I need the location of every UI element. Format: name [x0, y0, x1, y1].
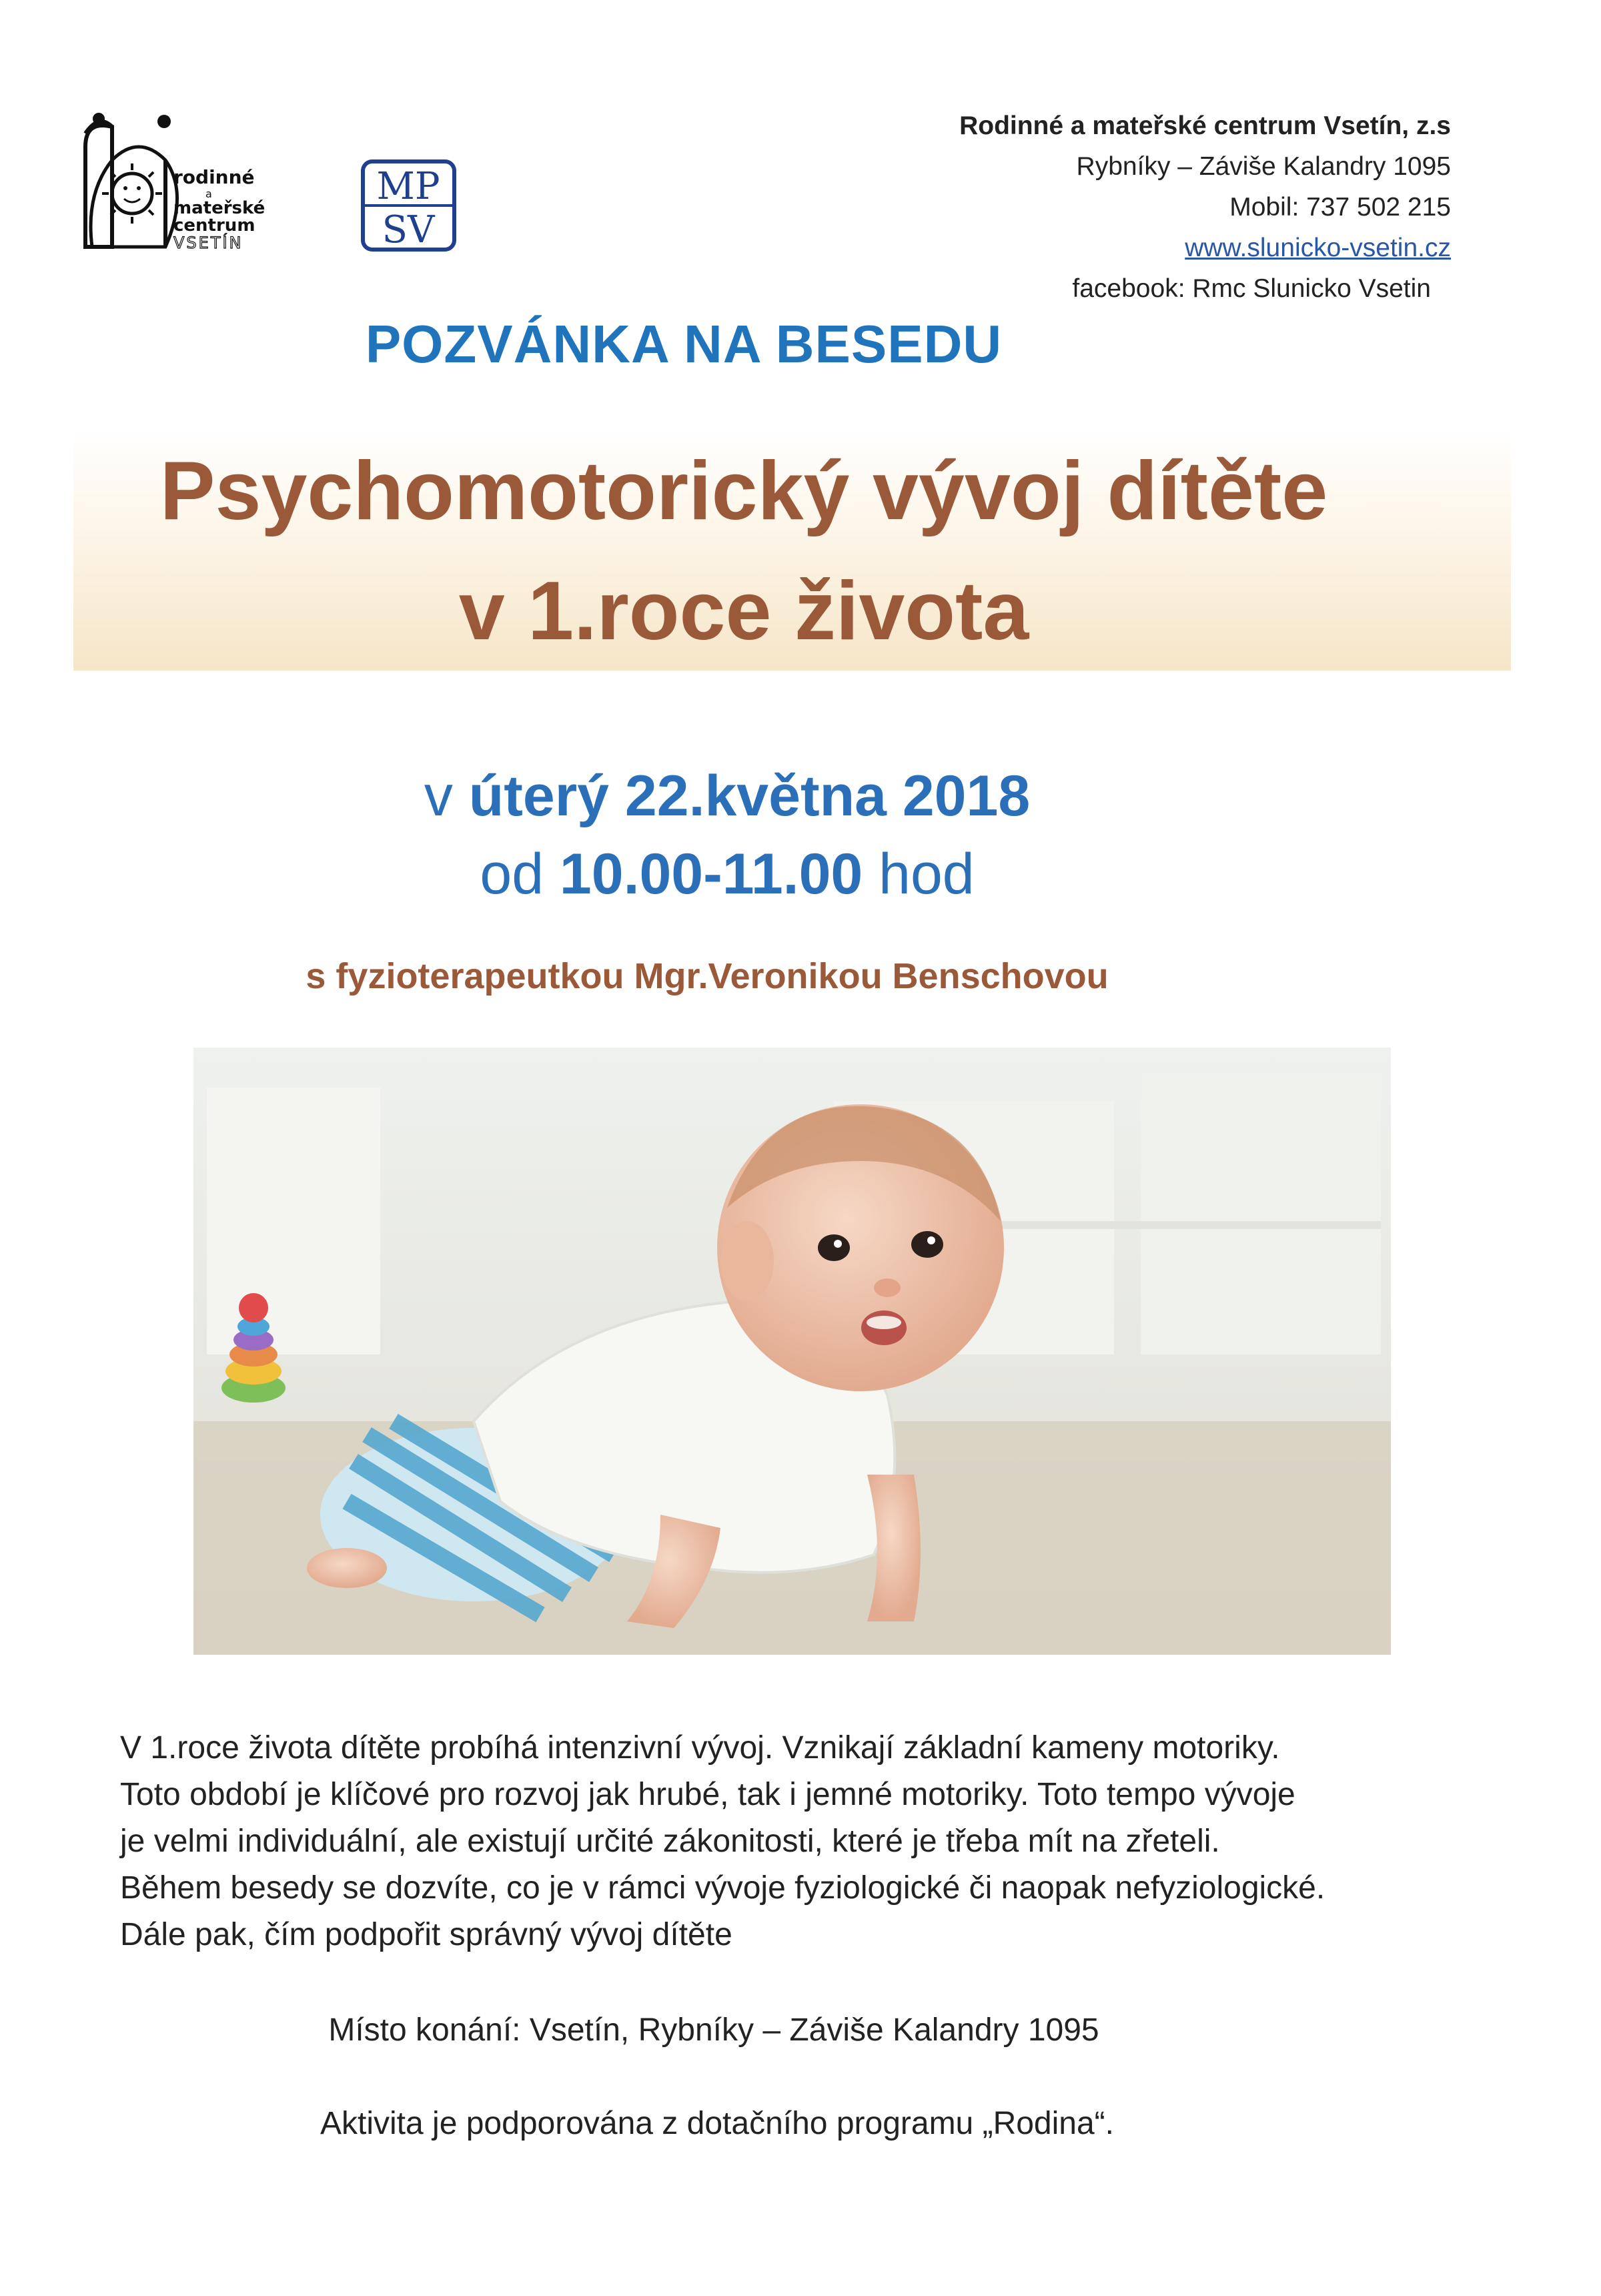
logo-text-5: VSETÍN — [173, 234, 243, 252]
phone: Mobil: 737 502 215 — [1229, 193, 1451, 222]
time-prefix: od — [480, 842, 560, 906]
description-line-3: je velmi individuální, ale existují určité zákonitosti, které je třeba mít na zřeteli. — [120, 1824, 1220, 1859]
event-time — [0, 837, 1528, 911]
title-line-1: Psychomotorický vývoj dítěte — [159, 445, 1328, 537]
facebook: facebook: Rmc Slunicko Vsetin — [1072, 274, 1431, 303]
event-date — [0, 759, 1528, 833]
description — [120, 1725, 1454, 1958]
logo-text-4: centrum — [173, 216, 255, 236]
address: Rybníky – Záviše Kalandry 1095 — [1076, 152, 1451, 181]
logo-text-2: a — [205, 187, 212, 200]
date-day: úterý 22.května 2018 — [468, 764, 1031, 828]
invitation-heading: POZVÁNKA NA BESEDU — [365, 314, 1003, 374]
time-suffix: hod — [863, 842, 975, 906]
title-line-2: v 1.roce života — [458, 565, 1029, 657]
rmc-logo — [72, 107, 292, 260]
mpsv-top-text: MP — [376, 165, 440, 208]
contact-block — [851, 105, 1451, 303]
description-line-4: Během besedy se dozvíte, co je v rámci vývoje fyziologické či naopak nefyziologické. — [120, 1870, 1325, 1906]
website-link[interactable]: www.slunicko-vsetin.cz — [1185, 234, 1451, 262]
funding-note: Aktivita je podporována z dotačního programu „Rodina“. — [320, 2106, 1114, 2141]
organization-name: Rodinné a mateřské centrum Vsetín, z.s — [959, 111, 1451, 140]
event-location: Místo konání: Vsetín, Rybníky – Záviše Kalandry 1095 — [328, 2012, 1099, 2048]
baby-photo — [193, 1048, 1391, 1655]
lecturer: s fyzioterapeutkou Mgr.Veronikou Benschovou — [306, 956, 1109, 996]
time-range: 10.00-11.00 — [559, 842, 863, 906]
description-line-1: V 1.roce života dítěte probíhá intenzivní vývoj. Vznikají základní kameny motoriky. — [120, 1730, 1280, 1766]
logo-text-1: rodinné — [173, 166, 255, 188]
mpsv-bottom-text: SV — [382, 208, 435, 252]
description-line-5: Dále pak, čím podpořit správný vývoj dítěte — [120, 1917, 732, 1952]
date-prefix: v — [424, 764, 469, 828]
description-line-2: Toto období je klíčové pro rozvoj jak hrubé, tak i jemné motoriky. Toto tempo vývoje — [120, 1777, 1295, 1812]
mpsv-logo — [360, 159, 457, 252]
logo-text-3: mateřské — [173, 198, 265, 218]
